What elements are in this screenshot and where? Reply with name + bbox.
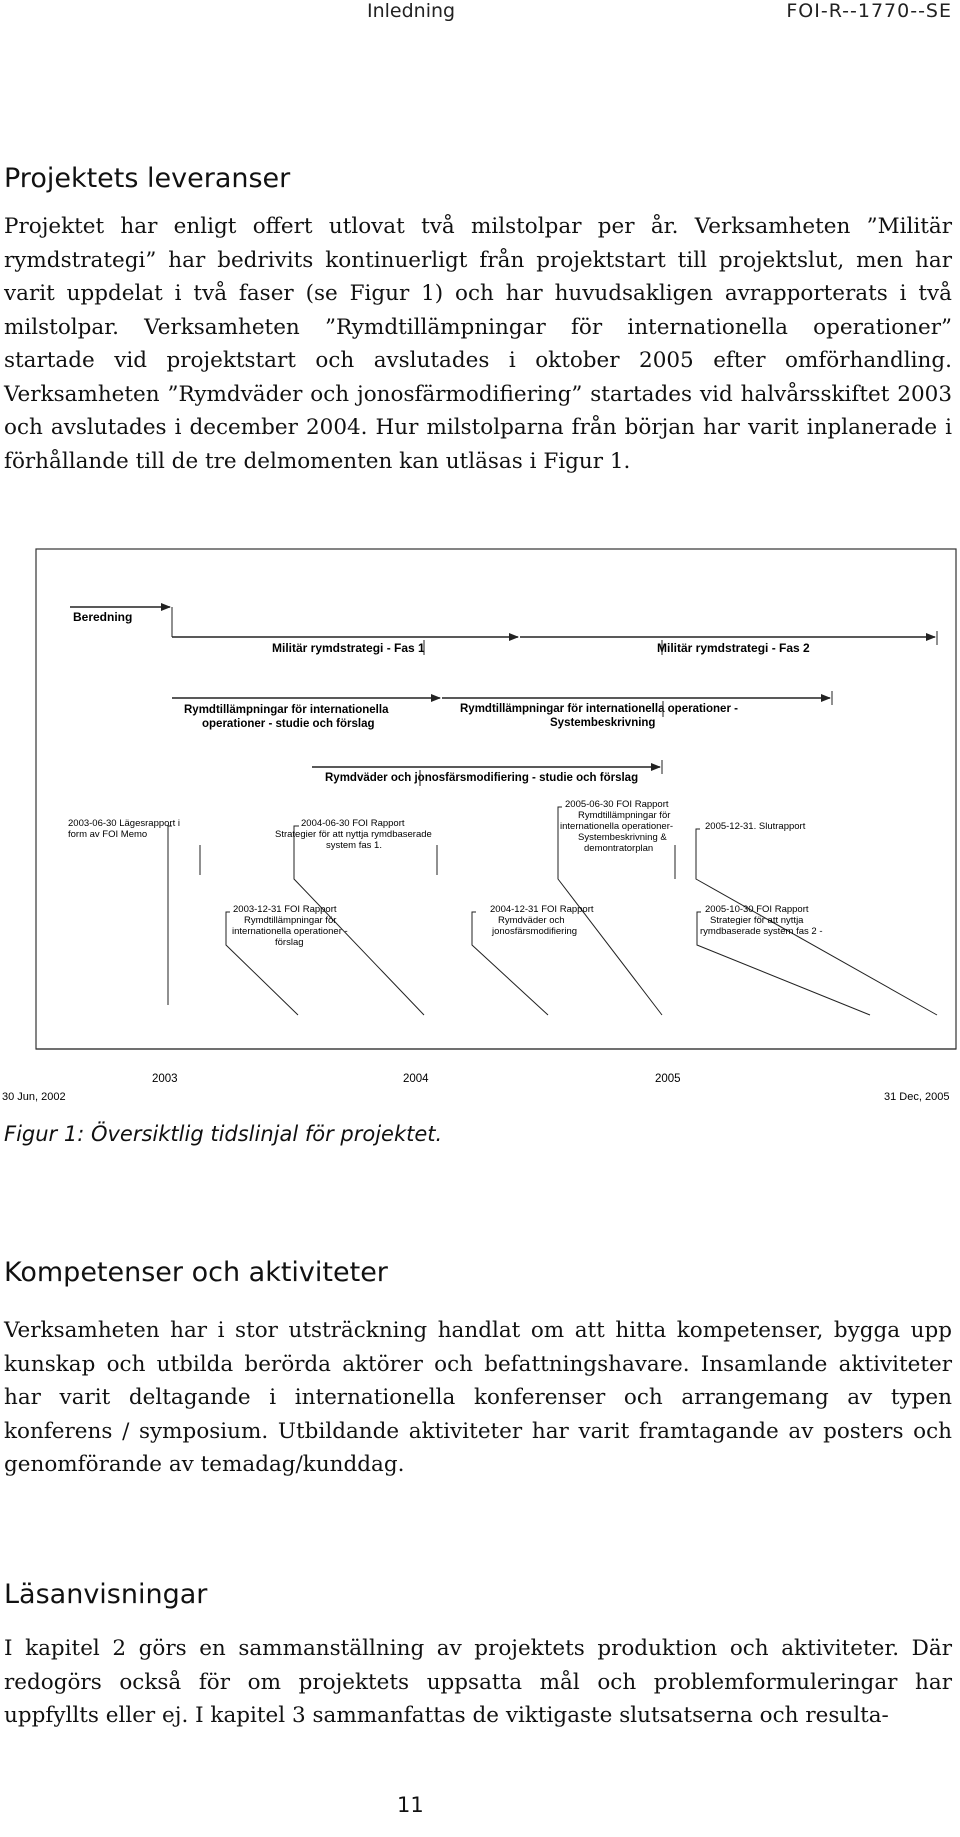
axis-year-2003: 2003 xyxy=(152,1073,178,1085)
milestone-2005-12 xyxy=(705,821,806,832)
section-heading-kompetenser: Kompetenser och aktiviteter xyxy=(4,1257,388,1288)
milestone-2005-06-line-4: Systembeskrivning & xyxy=(578,832,667,843)
milestone-2005-06-line-1: 2005-06-30 FOI Rapport xyxy=(565,799,669,810)
paragraph-lasanvisningar: I kapitel 2 görs en sammanställning av projektets produktion och aktiviteter. Där redogörs också för om projektets uppsatta mål och problemformuleringar har uppfyllts eller ej. I kapitel 3 sammanfattas de viktigaste slutsatserna och resulta- xyxy=(4,1636,952,1728)
rym-system-label-1: Rymdtillämpningar för internationella operationer - xyxy=(460,703,738,715)
rym-system-label-2: Systembeskrivning xyxy=(550,717,656,729)
milestone-2004-06-line-3: system fas 1. xyxy=(326,840,382,851)
milestone-2005-06 xyxy=(560,799,673,854)
milestone-2003-12-line-3: internationella operationer - xyxy=(232,926,348,937)
milestone-connector-2003-06 xyxy=(168,826,172,1005)
running-header-report-id: FOI-R--1770--SE xyxy=(786,0,952,22)
section-heading-projektets-leveranser: Projektets leveranser xyxy=(4,163,291,194)
milestone-2005-06-line-2: Rymdtillämpningar för xyxy=(578,810,671,821)
milestone-2004-06-line-1: 2004-06-30 FOI Rapport xyxy=(301,818,405,829)
rym-studie-label-2: operationer - studie och förslag xyxy=(202,718,375,730)
milestone-2003-12 xyxy=(232,904,348,948)
timeline-frame xyxy=(36,549,956,1049)
mil-fas2-label: Militär rymdstrategi - Fas 2 xyxy=(657,641,810,655)
milestone-2005-12-line-1: 2005-12-31. Slutrapport xyxy=(705,821,806,832)
milestone-2004-12-line-1: 2004-12-31 FOI Rapport xyxy=(490,904,594,915)
section-heading-lasanvisningar: Läsanvisningar xyxy=(4,1579,208,1610)
milestone-2004-12-line-3: jonosfärsmodifiering xyxy=(492,926,578,937)
milestone-2005-06-line-5: demontratorplan xyxy=(584,843,654,854)
beredning-label: Beredning xyxy=(73,610,133,624)
axis-year-2005: 2005 xyxy=(655,1073,681,1085)
page-number: 11 xyxy=(397,1793,424,1817)
milestone-2003-12-line-1: 2003-12-31 FOI Rapport xyxy=(233,904,337,915)
milestone-2004-12-line-2: Rymdväder och xyxy=(498,915,565,926)
milestone-2004-06-line-2: Strategier för att nyttja rymdbaserade xyxy=(275,829,432,840)
axis-end-date: 31 Dec, 2005 xyxy=(884,1091,950,1103)
running-header-chapter: Inledning xyxy=(367,0,456,22)
paragraph-projektets-leveranser: Projektet har enligt offert utlovat två milstolpar per år. Verksamheten ”Militär rymdstrategi” har bedrivits kontinuerligt från projektstart till projektslut, men har varit uppdelat i två faser (se Figur 1) och har huvudsakligen avrapporterats i två milstolpar. Verksamheten ”Rymdtillämpningar för internationella operationer” startade vid projektstart och avslutades i oktober 2005 efter omförhandling. Verksamheten ”Rymdväder och jonosfärmodifiering” startades vid halvårsskiftet 2003 och avslutades i december 2004. Hur milstolparna från början har varit inplanerade i förhållande till de tre delmomenten kan utläsas i Figur 1. xyxy=(4,214,952,474)
milestone-2003-06-line-2: form av FOI Memo xyxy=(68,829,148,840)
milestone-2005-10-line-2: Strategier för att nyttja xyxy=(710,915,804,926)
milestone-2003-12-line-2: Rymdtillämpningar för xyxy=(244,915,337,926)
paragraph-kompetenser: Verksamheten har i stor utsträckning handlat om att hitta kompetenser, bygga upp kunskap och utbilda berörda aktörer och befattningshavare. Insamlande aktiviteter har varit deltagande i internationella konferenser och arrangemang av typen konferens / symposium. Utbildande aktiviteter har varit framtagande av posters och genomförande av temadag/kunddag. xyxy=(4,1318,952,1477)
axis-year-2004: 2004 xyxy=(403,1073,429,1085)
rymdvader-label: Rymdväder och jonosfärsmodifiering - studie och förslag xyxy=(325,772,639,784)
axis-start-date: 30 Jun, 2002 xyxy=(2,1091,66,1103)
timeline-figure xyxy=(0,545,960,1105)
rym-studie-label-1: Rymdtillämpningar för internationella xyxy=(184,704,389,716)
milestone-2005-10 xyxy=(700,904,823,937)
timeline-diagram xyxy=(0,545,960,1105)
milestone-2003-06 xyxy=(68,818,180,840)
milestone-2004-12 xyxy=(490,904,594,937)
milestone-2003-12-line-4: förslag xyxy=(275,937,304,948)
milestone-2005-10-line-3: rymdbaserade system fas 2 - xyxy=(700,926,823,937)
mil-fas1-label: Militär rymdstrategi - Fas 1 xyxy=(272,641,425,655)
milestone-2004-06 xyxy=(275,818,432,851)
milestone-2005-06-line-3: internationella operationer- xyxy=(560,821,674,832)
figure-caption: Figur 1: Översiktlig tidslinjal för projektet. xyxy=(4,1122,443,1146)
milestone-2005-10-line-1: 2005-10-30 FOI Rapport xyxy=(705,904,809,915)
milestone-2003-06-line-1: 2003-06-30 Lägesrapport i xyxy=(68,818,180,829)
